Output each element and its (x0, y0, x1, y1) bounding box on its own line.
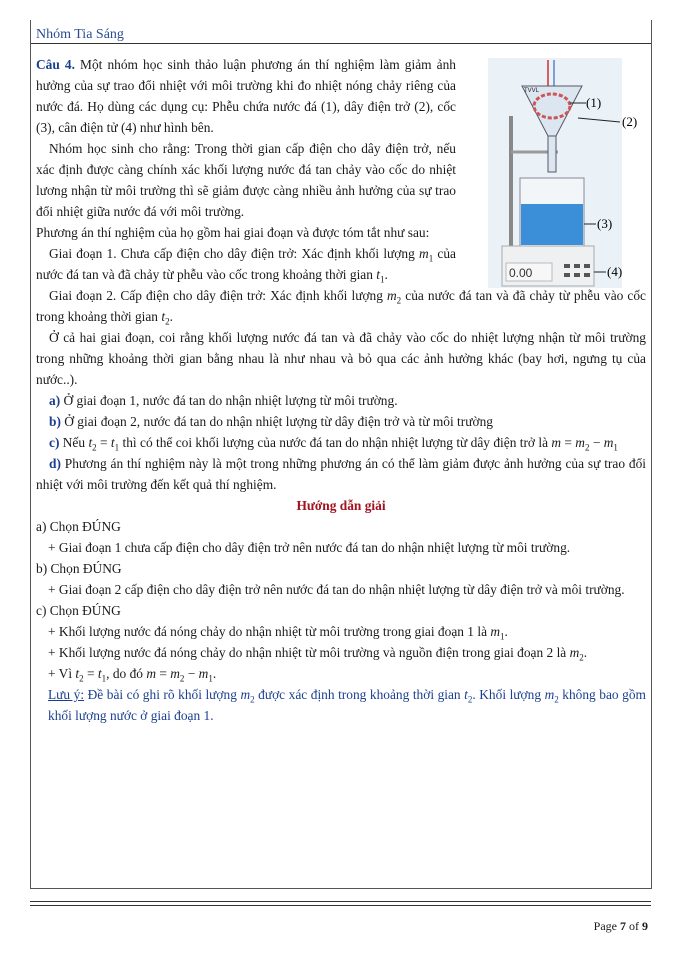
solution-a-head: a) Chọn ĐÚNG (36, 519, 121, 534)
page-number: Page 7 of 9 (593, 919, 648, 933)
item-a: a) Ở giai đoạn 1, nước đá tan do nhận nhiệt lượng từ môi trường. (49, 393, 398, 408)
item-b: b) Ở giai đoạn 2, nước đá tan do nhận nhiệt lượng từ dây điện trở và từ môi trường (49, 414, 493, 429)
solution-c-1: + Khối lượng nước đá nóng chảy do nhận nhiệt từ môi trường trong giai đoạn 1 là $m_1$. (48, 624, 508, 642)
footer-rule (30, 901, 651, 902)
figure-label-4: (4) (607, 264, 623, 279)
solution-c-2: + Khối lượng nước đá nóng chảy do nhận nhiệt từ môi trường và nguồn điện trong giai đoạn 2 là $m_2$. (48, 645, 588, 663)
funnel-tag: TVVL (524, 88, 540, 94)
scale-reading: 0.00 (509, 266, 533, 280)
question-paragraph-3: Phương án thí nghiệm của họ gồm hai giai đoạn và được tóm tắt như sau: (36, 225, 430, 240)
assumption: Ở cả hai giai đoạn, coi rằng khối lượng nước đá tan và đã chảy vào cốc do nhiệt lượng nhận từ môi trường trong những khoảng thời gian bằng nhau là như nhau và bỏ qua các ảnh hưởng khác (bay hơi, ngưng tụ của nước..). (36, 330, 646, 387)
solution-note: Lưu ý: Đề bài có ghi rõ khối lượng $m_2$ được xác định trong khoảng thời gian $t_2$. Khối lượng $m_2$ không bao gồm khối lượng nước ở giai đoạn 1. (48, 687, 646, 723)
solution-title: Hướng dẫn giải (296, 498, 386, 513)
item-c: c) Nếu $t_2 = t_1$ thì có thể coi khối lượng của nước đá tan do nhận nhiệt lượng từ dây điện trở là $m = m_2 - m_1$ (49, 435, 618, 453)
solution-b-head: b) Chọn ĐÚNG (36, 561, 122, 576)
question-label: Câu 4. (36, 57, 75, 72)
solution-c-3: + Vì $t_2 = t_1$, do đó $m = m_2 - m_1$. (48, 666, 217, 684)
question-paragraph-2: Nhóm học sinh cho rằng: Trong thời gian cấp điện cho dây điện trở, nếu xác định được càng chính xác khối lượng nước đá tan chảy vào cốc do nhiệt lương nhận từ môi trường thì sẽ giảm được càng nhiều ảnh hưởng của sự trao đổi nhiệt giữa nước đá với môi trường. (36, 141, 456, 219)
solution-b-1: + Giai đoạn 2 cấp điện cho dây điện trở nên nước đá tan do nhận nhiệt lượng từ dây điện trở và môi trường. (48, 582, 625, 597)
brand-header: Nhóm Tia Sáng (36, 27, 124, 42)
figure-label-1: (1) (586, 95, 602, 110)
stage-1: Giai đoạn 1. Chưa cấp điện cho dây điện trở: Xác định khối lượng $m_1$ của nước đá tan và đã chảy từ phễu vào cốc trong khoảng thời gian $t_1$. (36, 246, 457, 285)
figure-label-2: (2) (622, 114, 638, 129)
solution-a-1: + Giai đoạn 1 chưa cấp điện cho dây điện trở nên nước đá tan do nhận nhiệt lượng từ môi trường. (48, 540, 571, 555)
question-intro: Câu 4. Một nhóm học sinh thảo luận phương án thí nghiệm làm giảm ảnh hưởng của sự trao đổi nhiệt với môi trường khi đo nhiệt nóng chảy riêng của nước đá. Họ dùng các dụng cụ: Phễu chứa nước đá (1), dây điện trở (2), cốc (3), cân điện tử (4) như hình bên. (36, 57, 456, 135)
item-d: d) Phương án thí nghiệm này là một trong những phương án có thể làm giảm được ảnh hưởng của sự trao đổi nhiệt với môi trường đến kết quả thí nghiệm. (36, 456, 646, 492)
solution-c-head: c) Chọn ĐÚNG (36, 603, 121, 618)
page-content (36, 54, 646, 726)
stage-2: Giai đoạn 2. Cấp điện cho dây điện trở: Xác định khối lượng $m_2$ của nước đá tan và đã chảy từ phễu vào cốc trong khoảng thời gian $t_2$. (36, 288, 646, 327)
footer-rule-thin (30, 905, 651, 906)
figure-label-3: (3) (597, 216, 613, 231)
